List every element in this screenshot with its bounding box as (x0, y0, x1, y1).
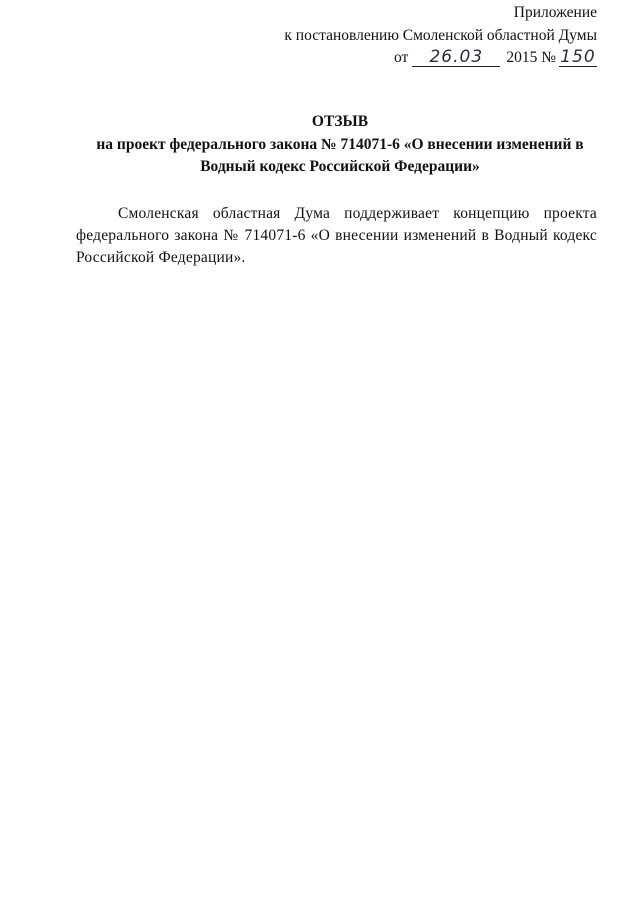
year-number-label: 2015 № (506, 49, 556, 66)
handwritten-date: 26.03 (412, 48, 500, 67)
document-subject-line-2: Водный кодекс Российской Федерации» (200, 158, 480, 175)
resolution-reference: к постановлению Смоленской областной Думы (284, 27, 597, 44)
handwritten-number: 150 (560, 47, 596, 67)
body-paragraph: Смоленская областная Дума поддерживает концепцию проекта федерального закона № 714071-6 «О внесении изменений в Водный кодекс Российской Федерации». (76, 205, 597, 266)
appendix-label: Приложение (513, 4, 597, 21)
resolution-date-number (394, 47, 597, 69)
from-label: от (394, 49, 409, 66)
document-heading: ОТЗЫВ (311, 113, 369, 130)
document-subject-line-1: на проект федерального закона № 714071-6 «О внесении изменений в (96, 136, 584, 153)
